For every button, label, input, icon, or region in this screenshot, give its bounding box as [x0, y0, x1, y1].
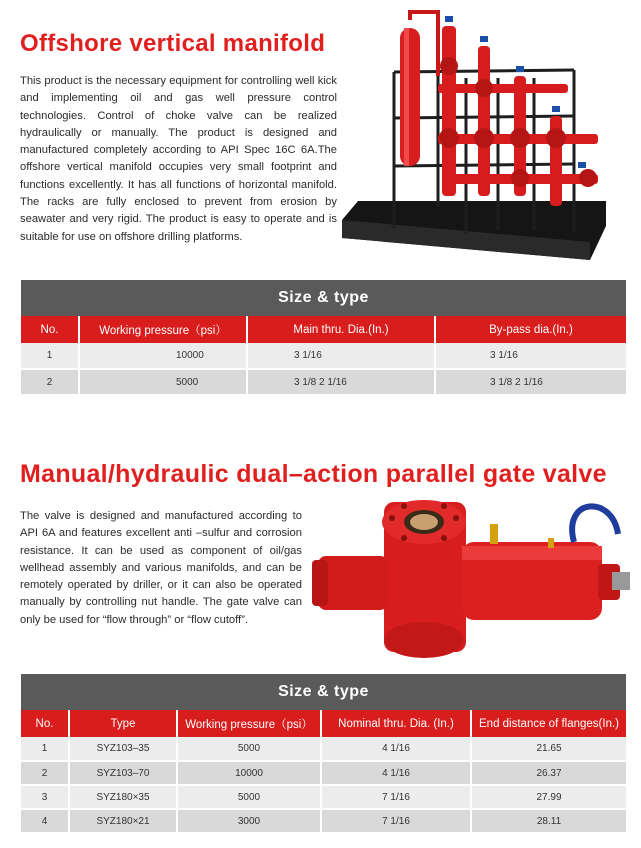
product-description: The valve is designed and manufactured according to API 6A and features excellent anti –sulfur and corrosion resistance. It can be used as component of oil/gas wellhead assembly and various manifolds, and can be remotely operated by driller, or it can also be operated manually by controlling nut handle. The gate valve can only be used for “flow through” or “flow cutoff”.	[20, 510, 302, 626]
table-caption: Size & type	[21, 674, 626, 710]
column-header-nominal-thru-dia: Nominal thru. Dia. (In.)	[321, 710, 471, 737]
column-header-no: No.	[21, 316, 79, 343]
table-caption: Size & type	[21, 280, 626, 316]
offshore-manifold-image	[338, 6, 636, 264]
column-header-type: Type	[69, 710, 177, 737]
table-row	[21, 809, 626, 833]
cell-end-distance: 26.37	[471, 761, 626, 785]
cell-no: 1	[21, 343, 79, 369]
column-header-main-thru-dia: Main thru. Dia.(In.)	[247, 316, 435, 343]
table-row	[21, 369, 626, 395]
cell-end-distance: 28.11	[471, 809, 626, 833]
cell-type: SYZ103–70	[69, 761, 177, 785]
cell-bypass-dia: 3 1/8 2 1/16	[435, 369, 626, 395]
column-header-working-pressure: Working pressure（psi）	[79, 316, 247, 343]
cell-no: 2	[21, 761, 69, 785]
section-title: Manual/hydraulic dual–action parallel gate valve	[20, 460, 607, 488]
cell-nominal-thru-dia: 7 1/16	[321, 785, 471, 809]
gate-valve-size-table	[21, 674, 626, 834]
cell-type: SYZ180×21	[69, 809, 177, 833]
column-header-working-pressure: Working pressure（psi）	[177, 710, 321, 737]
table-row	[21, 343, 626, 369]
cell-type: SYZ103–35	[69, 737, 177, 761]
cell-no: 1	[21, 737, 69, 761]
cell-main-thru-dia: 3 1/8 2 1/16	[247, 369, 435, 395]
gate-valve-image	[312, 494, 630, 662]
section-title: Offshore vertical manifold	[20, 30, 326, 57]
cell-nominal-thru-dia: 7 1/16	[321, 809, 471, 833]
column-header-no: No.	[21, 710, 69, 737]
column-header-end-distance: End distance of flanges(In.)	[471, 710, 626, 737]
cell-end-distance: 21.65	[471, 737, 626, 761]
cell-working-pressure: 5000	[177, 785, 321, 809]
table-row	[21, 785, 626, 809]
cell-no: 4	[21, 809, 69, 833]
table-row	[21, 737, 626, 761]
cell-nominal-thru-dia: 4 1/16	[321, 761, 471, 785]
cell-working-pressure: 3000	[177, 809, 321, 833]
cell-bypass-dia: 3 1/16	[435, 343, 626, 369]
cell-end-distance: 27.99	[471, 785, 626, 809]
product-description: This product is the necessary equipment for controlling well kick and implementing oil and gas well pressure control technologies. Control of choke valve can be realized hydraulically or manually. The product is designed and manufactured completely according to API Spec 16C 6A.The offshore vertical manifold occupies very small footprint and functions excellently. It has all functions of horizontal manifold. The racks are fully enclosed to prevent from erosion by seawater and very rigid. The product is easy to operate and is suitable for use on offshore drilling platforms.	[20, 75, 337, 243]
cell-type: SYZ180×35	[69, 785, 177, 809]
cell-no: 3	[21, 785, 69, 809]
manifold-size-table	[21, 280, 626, 396]
column-header-bypass-dia: By-pass dia.(In.)	[435, 316, 626, 343]
cell-working-pressure: 10000	[79, 343, 247, 369]
table-row	[21, 761, 626, 785]
cell-main-thru-dia: 3 1/16	[247, 343, 435, 369]
cell-nominal-thru-dia: 4 1/16	[321, 737, 471, 761]
cell-working-pressure: 5000	[79, 369, 247, 395]
cell-working-pressure: 5000	[177, 737, 321, 761]
cell-working-pressure: 10000	[177, 761, 321, 785]
cell-no: 2	[21, 369, 79, 395]
